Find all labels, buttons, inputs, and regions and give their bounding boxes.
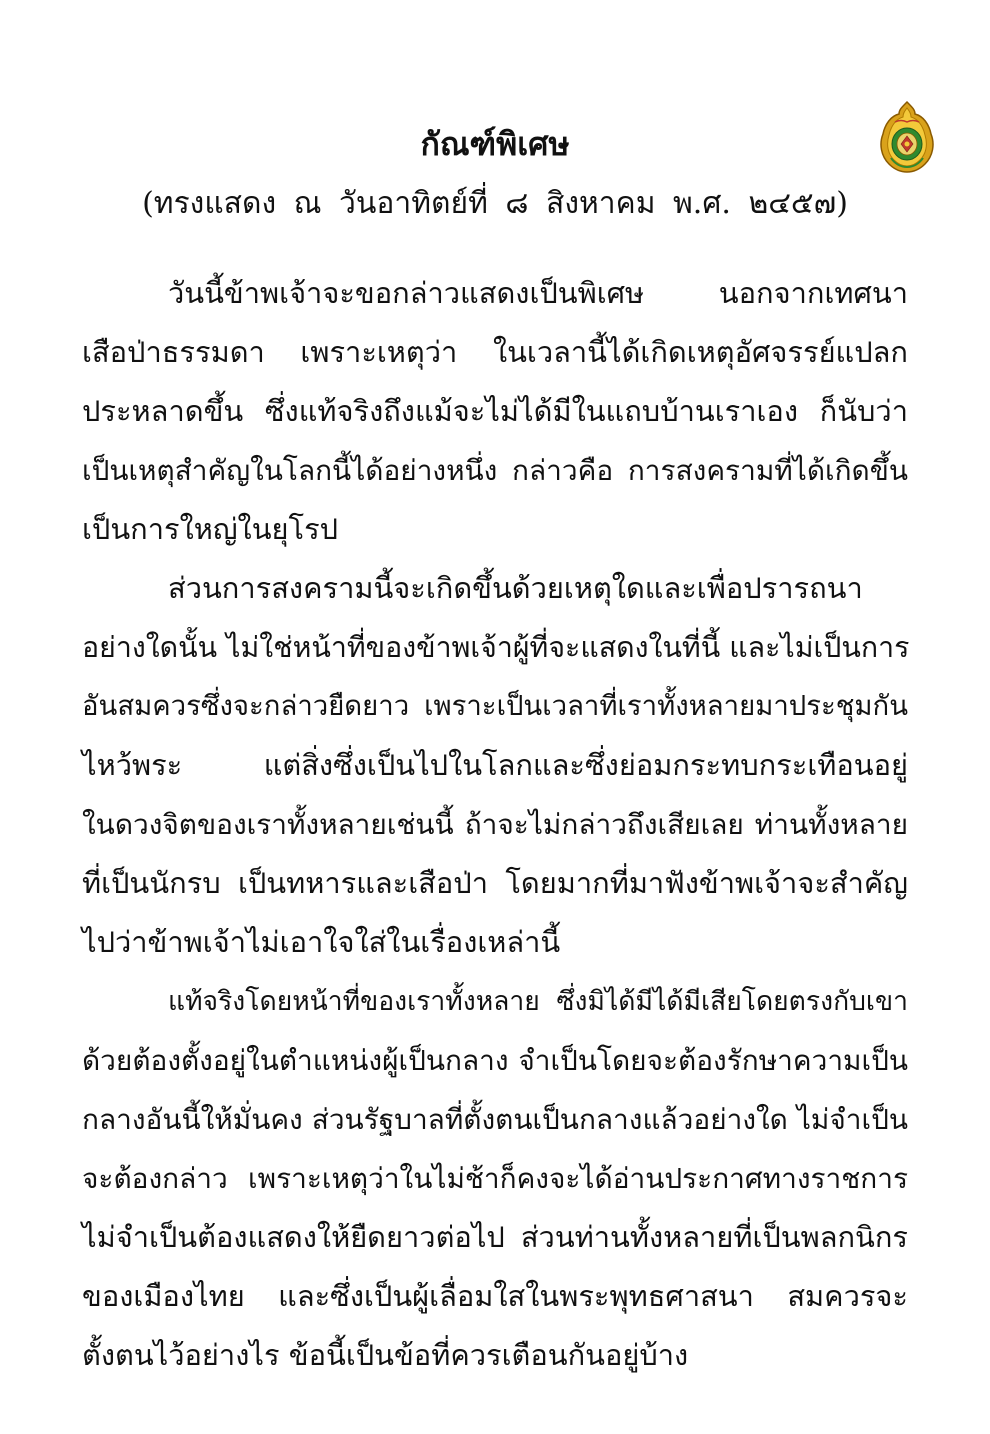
text-line: ของเมืองไทย และซึ่งเป็นผู้เลื่อมใสในพระพุทธศาสนา สมควรจะ	[82, 1279, 908, 1313]
text-line: จะต้องกล่าว เพราะเหตุว่าในไม่ช้าก็คงจะได้อ่านประกาศทางราชการ	[82, 1162, 908, 1195]
page-subtitle: (ทรงแสดง ณ วันอาทิตย์ที่ ๘ สิงหาคม พ.ศ. ๒๔๕๗)	[142, 186, 848, 221]
page-title: กัณฑ์พิเศษ	[420, 125, 570, 163]
text-line: เสือป่าธรรมดา เพราะเหตุว่า ในเวลานี้ได้เกิดเหตุอัศจรรย์แปลก	[82, 335, 908, 369]
text-line: อย่างใดนั้น ไม่ใช่หน้าที่ของข้าพเจ้าผู้ที่จะแสดงในที่นี้ และไม่เป็นการ	[82, 631, 910, 664]
text-line: ไปว่าข้าพเจ้าไม่เอาใจใส่ในเรื่องเหล่านี้	[82, 925, 561, 959]
text-line: ด้วยต้องตั้งอยู่ในตำแหน่งผู้เป็นกลาง จำเป็นโดยจะต้องรักษาความเป็น	[82, 1044, 908, 1077]
text-line: ส่วนการสงครามนี้จะเกิดขึ้นด้วยเหตุใดและเพื่อปรารถนา	[168, 571, 863, 605]
text-line: ที่เป็นนักรบ เป็นทหารและเสือป่า โดยมากที่มาฟังข้าพเจ้าจะสำคัญ	[82, 866, 908, 900]
text-line: กลางอันนี้ให้มั่นคง ส่วนรัฐบาลที่ตั้งตนเป็นกลางแล้วอย่างใด ไม่จำเป็น	[82, 1103, 908, 1136]
text-line: เป็นเหตุสำคัญในโลกนี้ได้อย่างหนึ่ง กล่าวคือ การสงครามที่ได้เกิดขึ้น	[82, 454, 908, 487]
text-line: วันนี้ข้าพเจ้าจะขอกล่าวแสดงเป็นพิเศษ นอกจากเทศนา	[168, 276, 908, 310]
text-line: อันสมควรซึ่งจะกล่าวยืดยาว เพราะเป็นเวลาที่เราทั้งหลายมาประชุมกัน	[82, 690, 908, 722]
text-line: ไม่จำเป็นต้องแสดงให้ยืดยาวต่อไป ส่วนท่านทั้งหลายที่เป็นพลกนิกร	[82, 1220, 908, 1254]
text-line: ไหว้พระ แต่สิ่งซึ่งเป็นไปในโลกและซึ่งย่อมกระทบกระเทือนอยู่	[82, 748, 908, 782]
body-text	[82, 264, 908, 1385]
text-line: ในดวงจิตของเราทั้งหลายเช่นนี้ ถ้าจะไม่กล่าวถึงเสียเลย ท่านทั้งหลาย	[82, 808, 908, 841]
text-line: ประหลาดขึ้น ซึ่งแท้จริงถึงแม้จะไม่ได้มีในแถบบ้านเราเอง ก็นับว่า	[82, 394, 908, 428]
text-line: ตั้งตนไว้อย่างไร ข้อนี้เป็นข้อที่ควรเตือนกันอยู่บ้าง	[82, 1338, 689, 1372]
text-line: แท้จริงโดยหน้าที่ของเราทั้งหลาย ซึ่งมิได้มีได้มีเสียโดยตรงกับเขา	[168, 986, 908, 1017]
text-line: เป็นการใหญ่ในยุโรป	[82, 512, 339, 546]
